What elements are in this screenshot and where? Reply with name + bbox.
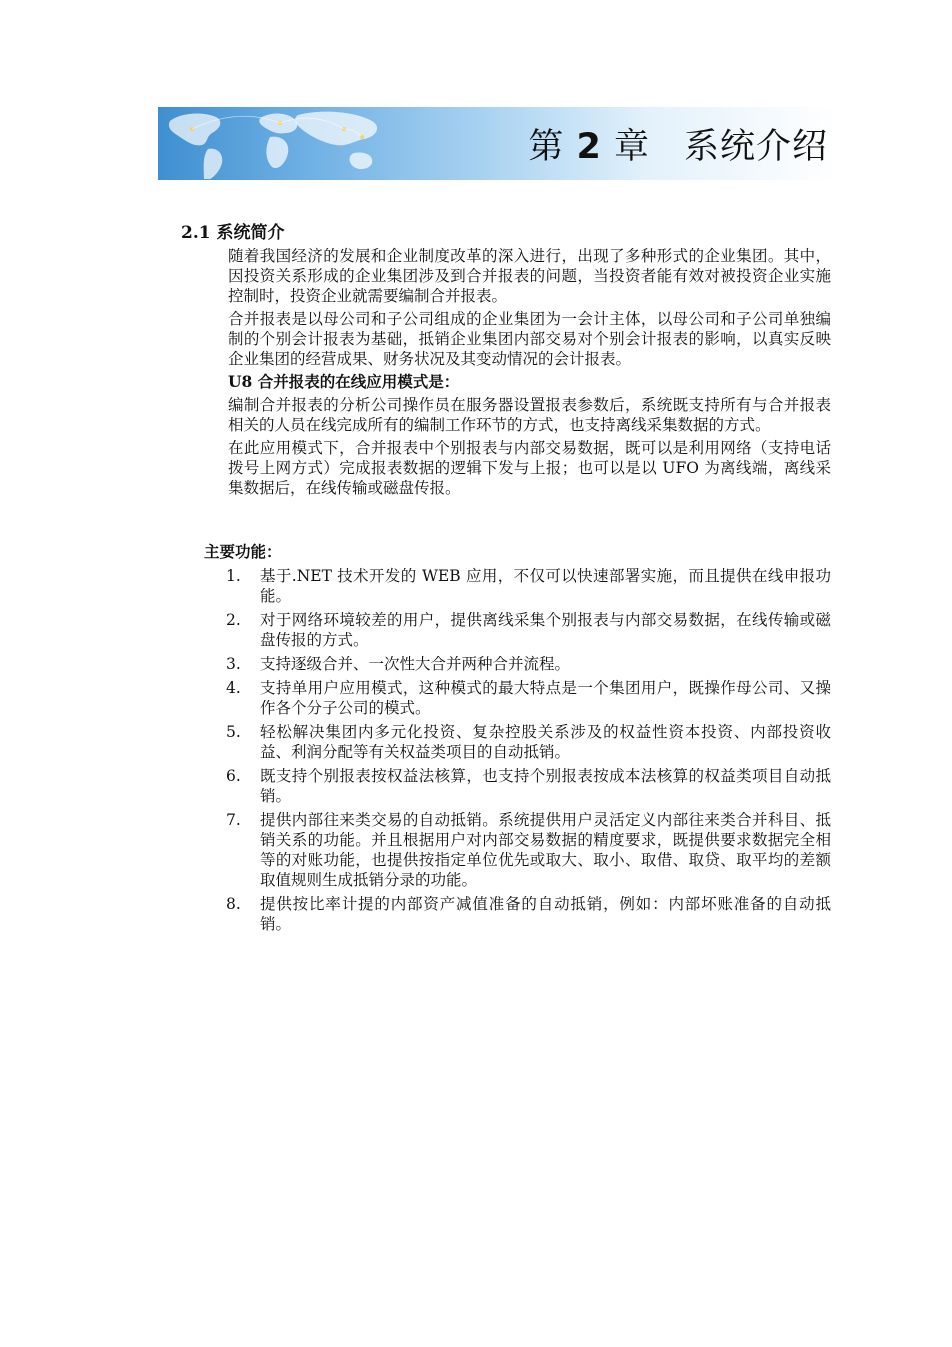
list-item-number: 8. bbox=[226, 895, 241, 913]
list-item-text: 支持单用户应用模式，这种模式的最大特点是一个集团用户，既操作母公司、又操作各个分子公司的模式。 bbox=[260, 679, 831, 717]
list-item-text: 提供按比率计提的内部资产减值准备的自动抵销，例如：内部坏账准备的自动抵销。 bbox=[260, 895, 831, 933]
section-body bbox=[228, 246, 831, 501]
list-item bbox=[226, 654, 831, 674]
list-item-text: 轻松解决集团内多元化投资、复杂控股关系涉及的权益性资本投资、内部投资收益、利润分配等有关权益类项目的自动抵销。 bbox=[260, 723, 831, 761]
list-item bbox=[226, 810, 831, 890]
intro-paragraph-1: 随着我国经济的发展和企业制度改革的深入进行，出现了多种形式的企业集团。其中，因投资关系形成的企业集团涉及到合并报表的问题，当投资者能有效对被投资企业实施控制时，投资企业就需要编制合并报表。 bbox=[228, 247, 831, 305]
list-item-number: 7. bbox=[226, 811, 241, 829]
features-heading: 主要功能： bbox=[204, 542, 282, 561]
list-item-text: 提供内部往来类交易的自动抵销。系统提供用户灵活定义内部往来类合并科目、抵销关系的功能。并且根据用户对内部交易数据的精度要求，既提供要求数据完全相等的对账功能，也提供按指定单位优先或取大、取小、取借、取贷、取平均的差额取值规则生成抵销分录的功能。 bbox=[260, 811, 831, 889]
feature-list bbox=[226, 566, 831, 938]
list-item-number: 4. bbox=[226, 679, 241, 697]
list-item bbox=[226, 678, 831, 718]
list-item bbox=[226, 722, 831, 762]
mode-paragraph-1: 编制合并报表的分析公司操作员在服务器设置报表参数后，系统既支持所有与合并报表相关的人员在线完成所有的编制工作环节的方式，也支持离线采集数据的方式。 bbox=[228, 396, 831, 434]
chapter-banner bbox=[158, 107, 838, 180]
mode-paragraph-2: 在此应用模式下，合并报表中个别报表与内部交易数据，既可以是利用网络（支持电话拨号上网方式）完成报表数据的逻辑下发与上报；也可以是以 UFO 为离线端，离线采集数据后，在线传输或磁盘传报。 bbox=[228, 439, 831, 497]
list-item-number: 5. bbox=[226, 723, 241, 741]
list-item-number: 1. bbox=[226, 567, 241, 585]
list-item bbox=[226, 566, 831, 606]
list-item-number: 3. bbox=[226, 655, 241, 673]
chapter-name: 系统介绍 bbox=[683, 127, 828, 167]
list-item-number: 6. bbox=[226, 767, 241, 785]
list-item-text: 基于.NET 技术开发的 WEB 应用，不仅可以快速部署实施，而且提供在线申报功能。 bbox=[260, 567, 831, 605]
list-item bbox=[226, 894, 831, 934]
intro-paragraph-2: 合并报表是以母公司和子公司组成的企业集团为一会计主体，以母公司和子公司单独编制的个别会计报表为基础，抵销企业集团内部交易对个别会计报表的影响，以真实反映企业集团的经营成果、财务状况及其变动情况的会计报表。 bbox=[228, 310, 831, 368]
list-item bbox=[226, 766, 831, 806]
list-item-number: 2. bbox=[226, 611, 241, 629]
chapter-title bbox=[528, 119, 828, 169]
mode-heading: U8 合并报表的在线应用模式是： bbox=[228, 372, 460, 391]
list-item bbox=[226, 610, 831, 650]
chapter-label-suffix: 章 bbox=[613, 127, 650, 167]
list-item-text: 既支持个别报表按权益法核算，也支持个别报表按成本法核算的权益类项目自动抵销。 bbox=[260, 767, 831, 805]
chapter-label-prefix: 第 bbox=[528, 127, 565, 167]
list-item-text: 支持逐级合并、一次性大合并两种合并流程。 bbox=[260, 655, 571, 673]
list-item-text: 对于网络环境较差的用户，提供离线采集个别报表与内部交易数据，在线传输或磁盘传报的方式。 bbox=[260, 611, 831, 649]
chapter-number: 2 bbox=[576, 127, 602, 167]
section-heading: 2.1 系统简介 bbox=[181, 223, 285, 243]
world-map-icon bbox=[158, 107, 488, 180]
